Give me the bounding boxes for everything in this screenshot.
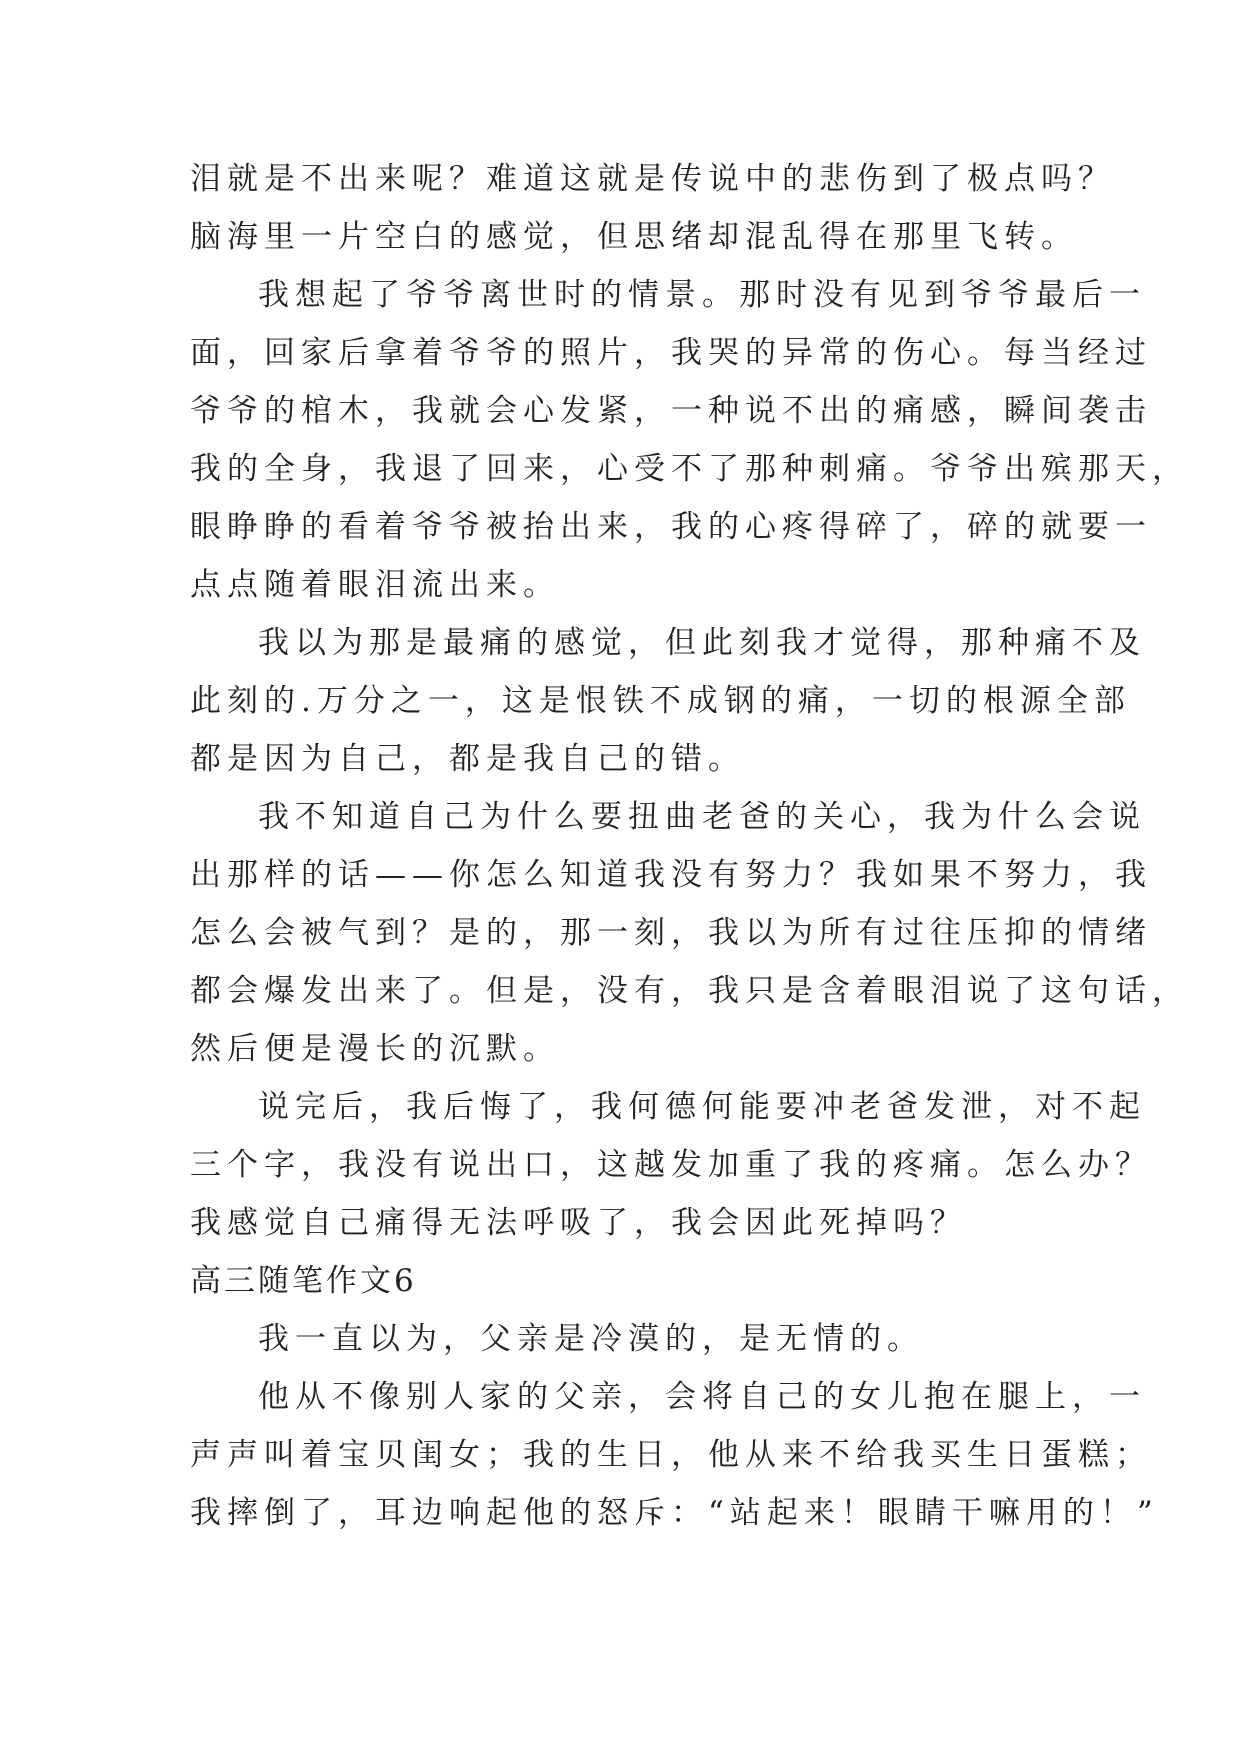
text-line: 爷爷的棺木，我就会心发紧，一种说不出的痛感，瞬间袭击 xyxy=(190,393,1152,429)
text-line: 我感觉自己痛得无法呼吸了，我会因此死掉吗？ xyxy=(190,1205,967,1241)
paragraph-start-line: 我不知道自己为什么要扭曲老爸的关心，我为什么会说 xyxy=(258,799,1146,835)
text-line: 脑海里一片空白的感觉，但思绪却混乱得在那里飞转。 xyxy=(190,219,1078,255)
text-line: 我摔倒了，耳边响起他的怒斥：“站起来！眼睛干嘛用的！” xyxy=(190,1495,1159,1531)
text-line: 都会爆发出来了。但是，没有，我只是含着眼泪说了这句话， xyxy=(190,973,1189,1009)
paragraph-start-line: 我一直以为，父亲是冷漠的，是无情的。 xyxy=(258,1321,924,1357)
text-line: 此刻的.万分之一，这是恨铁不成钢的痛，一切的根源全部 xyxy=(190,683,1131,719)
text-line: 然后便是漫长的沉默。 xyxy=(190,1031,560,1067)
text-line: 声声叫着宝贝闺女；我的生日，他从来不给我买生日蛋糕； xyxy=(190,1437,1152,1473)
text-line: 我的全身，我退了回来，心受不了那种刺痛。爷爷出殡那天， xyxy=(190,451,1189,487)
text-line: 面，回家后拿着爷爷的照片，我哭的异常的伤心。每当经过 xyxy=(190,335,1152,371)
text-line: 点点随着眼泪流出来。 xyxy=(190,567,560,603)
document-page xyxy=(190,150,1189,1542)
section-heading: 高三随笔作文6 xyxy=(190,1263,417,1299)
paragraph-start-line: 他从不像别人家的父亲，会将自己的女儿抱在腿上，一 xyxy=(258,1379,1146,1415)
paragraph-start-line: 我以为那是最痛的感觉，但此刻我才觉得，那种痛不及 xyxy=(258,625,1146,661)
text-line: 眼睁睁的看着爷爷被抬出来，我的心疼得碎了，碎的就要一 xyxy=(190,509,1152,545)
text-line: 出那样的话——你怎么知道我没有努力？我如果不努力，我 xyxy=(190,857,1152,893)
text-line: 三个字，我没有说出口，这越发加重了我的疼痛。怎么办？ xyxy=(190,1147,1152,1183)
text-line: 泪就是不出来呢？难道这就是传说中的悲伤到了极点吗？ xyxy=(190,161,1115,197)
paragraph-start-line: 我想起了爷爷离世时的情景。那时没有见到爷爷最后一 xyxy=(258,277,1146,313)
text-line: 都是因为自己，都是我自己的错。 xyxy=(190,741,745,777)
paragraph-start-line: 说完后，我后悔了，我何德何能要冲老爸发泄，对不起 xyxy=(258,1089,1146,1125)
text-line: 怎么会被气到？是的，那一刻，我以为所有过往压抑的情绪 xyxy=(190,915,1152,951)
